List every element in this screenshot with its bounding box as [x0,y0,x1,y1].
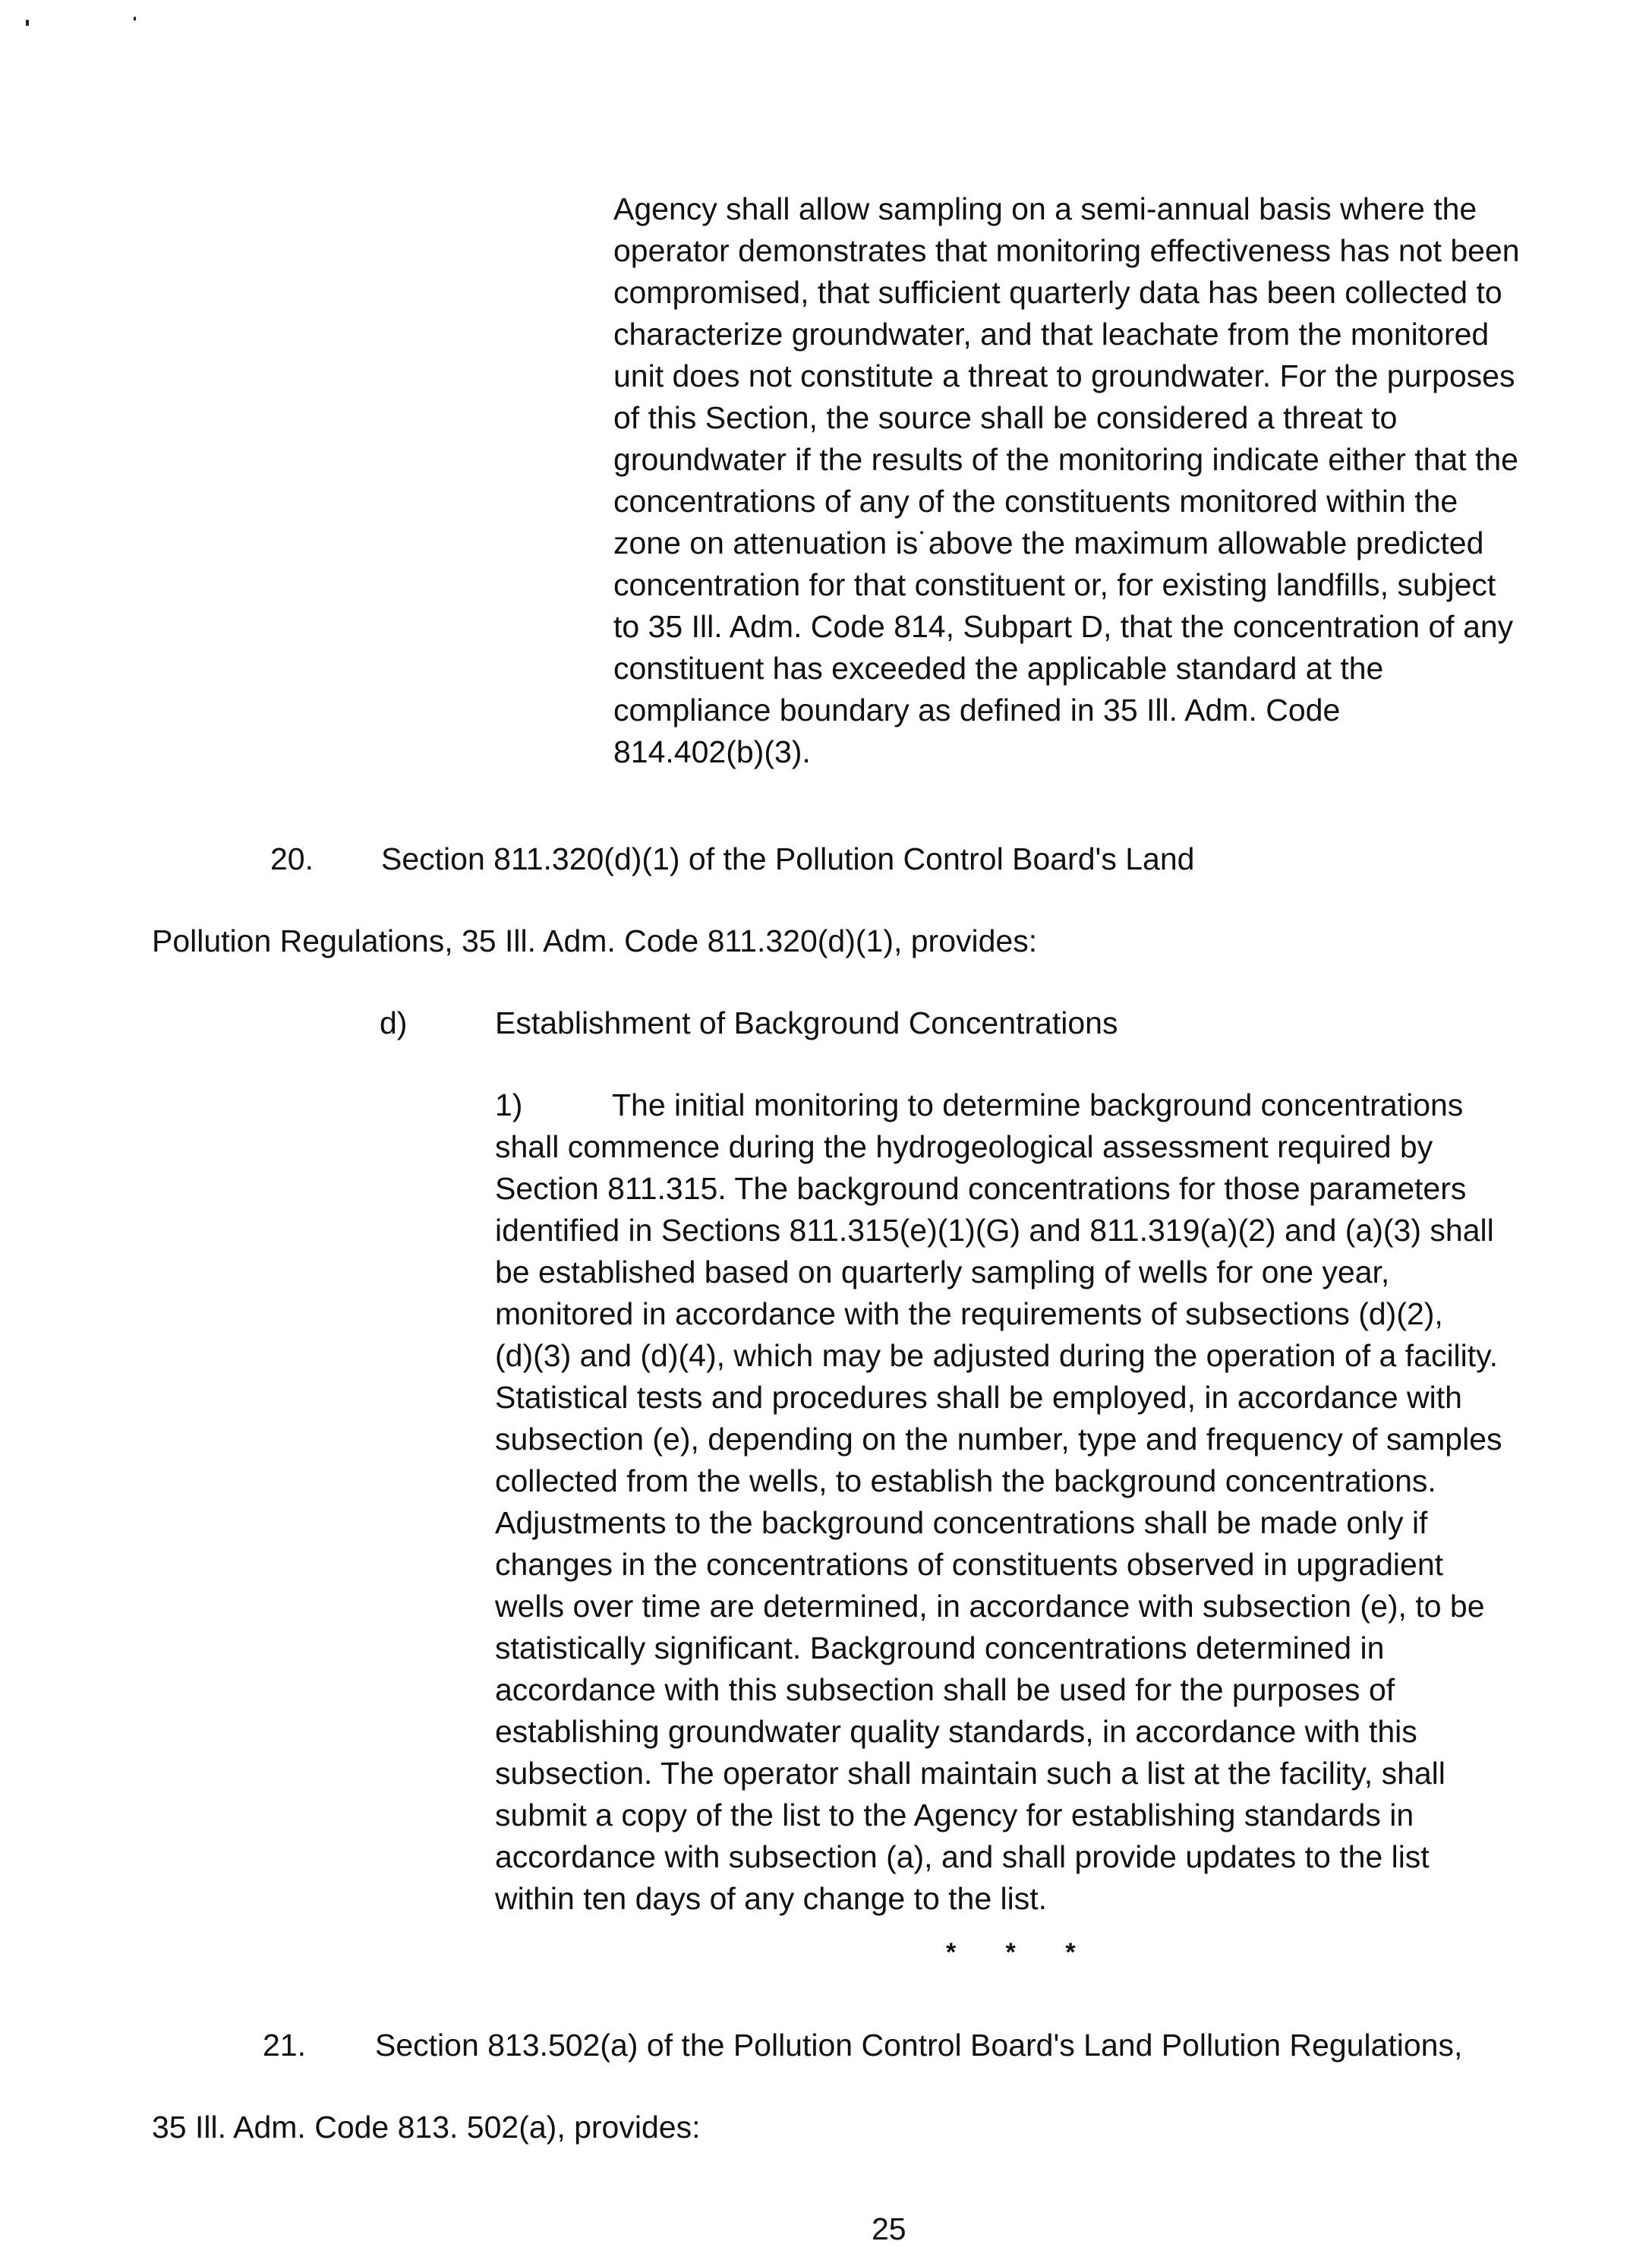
item-label-1: 1) [495,1087,523,1122]
paragraph-21-line-1: Section 813.502(a) of the Pollution Control Board's Land Pollution Regulations, [375,2028,1463,2063]
subsection-label-d: d) [380,1005,408,1040]
item-first-line: The initial monitoring to determine background concentrations [612,1087,1464,1122]
scan-speck [134,17,136,21]
page-number: 25 [872,2211,906,2246]
paragraph-20-line-1: Section 811.320(d)(1) of the Pollution Control Board's Land [381,841,1195,876]
quoted-regulation-text: Agency shall allow sampling on a semi-annual basis where the operator demonstrates that monitoring effectiveness has not been compromised, that sufficient quarterly data has been collected to characterize groundwater, and that leachate from the monitored unit does not constitute a threat to groundwater. For the purposes of this Section, the source shall be considered a threat to groundwater if the results of the monitoring indicate either that the concentrations of any of the constituents monitored within the zone on attenuation is˙above the maximum allowable predicted concentration for that constituent or, for existing landfills, subject to 35 Ill. Adm. Code 814, Subpart D, that the concentration of any constituent has exceeded the applicable standard at the compliance boundary as defined in 35 Ill. Adm. Code 814.402(b)(3). [613,191,1520,769]
scan-speck [26,20,29,26]
paragraph-number-21: 21. [263,2028,306,2063]
paragraph-20-line-2: Pollution Regulations, 35 Ill. Adm. Code 811.320(d)(1), provides: [152,923,1038,958]
item-body-text: shall commence during the hydrogeological assessment required by Section 811.315. The background concentrations for those parameters identified in Sections 811.315(e)(1)(G) and 811.319(a)(2) and (a)(3) shall be established based on quarterly sampling of wells for one year, monitored in accordance with the requirements of subsections (d)(2), (d)(3) and (d)(4), which may be adjusted during the operation of a facility. Statistical tests and procedures shall be employed, in accordance with subsection (e), depending on the number, type and frequency of samples collected from the wells, to establish the background concentrations. Adjustments to the background concentrations shall be made only if changes in the concentrations of constituents observed in upgradient wells over time are determined, in accordance with subsection (e), to be statistically significant. Background concentrations determined in accordance with this subsection shall be used for the purposes of establishing groundwater quality standards, in accordance with this subsection. The operator shall maintain such a list at the facility, shall submit a copy of the list to the Agency for establishing standards in accordance with subsection (a), and shall provide updates to the list within ten days of any change to the list. [495,1129,1502,1916]
subsection-heading: Establishment of Background Concentrations [495,1005,1118,1040]
omission-asterisks: * * * [946,1938,1097,1967]
paragraph-number-20: 20. [270,841,314,876]
paragraph-21-line-2: 35 Ill. Adm. Code 813. 502(a), provides: [152,2110,701,2145]
